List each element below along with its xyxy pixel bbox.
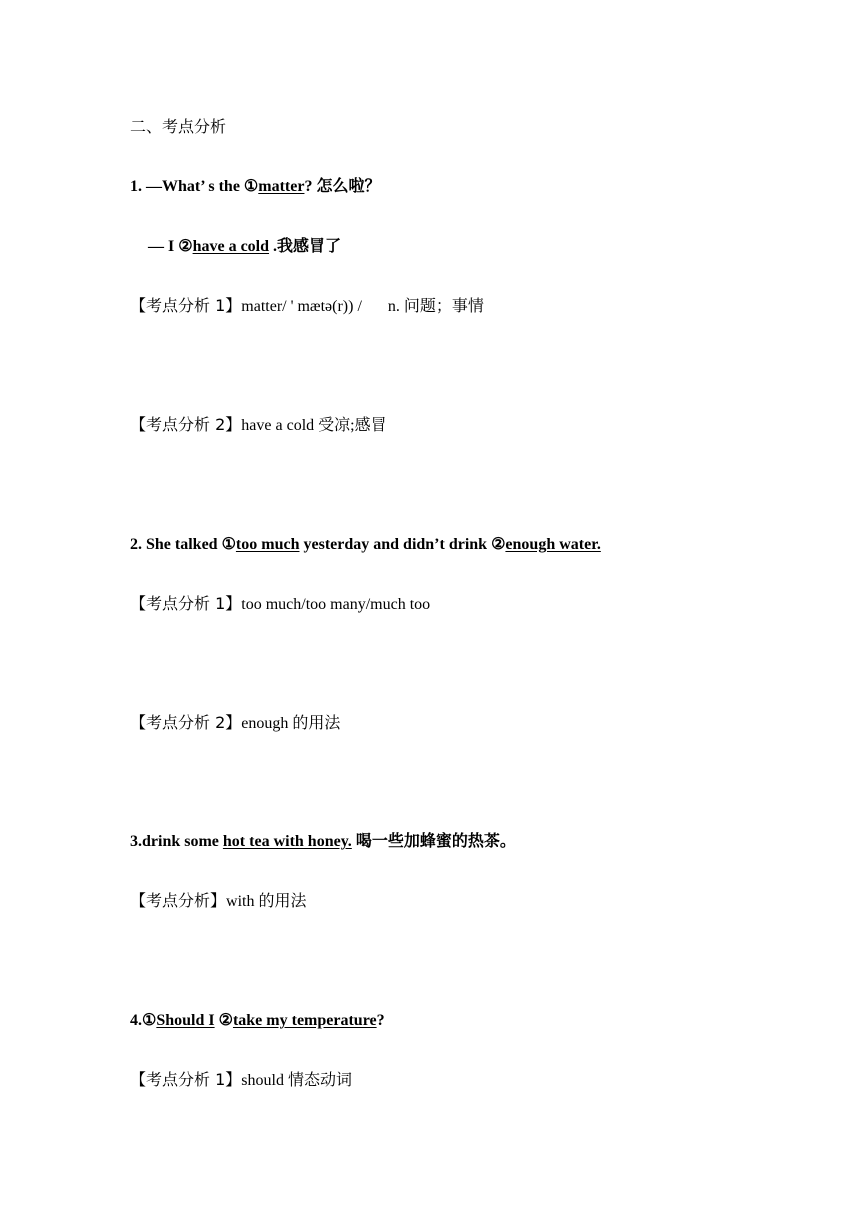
item1-note2-tag: 【考点分析 2】 [130, 415, 242, 434]
item1-answer [148, 237, 341, 257]
item4-note1-tag: 【考点分析 1】 [130, 1070, 242, 1089]
item1-question-prefix: 1. —What’ s the ① [130, 178, 259, 195]
item1-note1-tag: 【考点分析 1】 [130, 296, 242, 315]
item2-key1: too much [235, 536, 300, 553]
item1-note1-text: matter/ ' mætə(r)) / [241, 298, 362, 315]
item3-key: hot tea with honey. [222, 833, 352, 850]
item2-note1-tag: 【考点分析 1】 [130, 594, 242, 613]
page-heading: 二、考点分析 [130, 117, 227, 136]
item2-middle: yesterday and didn’t drink ② [299, 536, 506, 553]
item2-note1-text: too much/too many/much too [241, 596, 431, 613]
item2-note2 [130, 713, 340, 734]
item2-sentence [130, 535, 601, 555]
item1-note1 [130, 296, 484, 317]
item4-sentence [130, 1011, 385, 1031]
item1-question [130, 177, 380, 197]
item3-sentence [130, 832, 516, 852]
item1-note1-pos: n. 问题；事情 [387, 298, 484, 315]
item3-note-text: with 的用法 [226, 893, 307, 910]
item4-note1 [130, 1070, 352, 1091]
item1-answer-suffix: .我感冒了 [269, 238, 342, 255]
item3-suffix: 喝一些加蜂蜜的热茶。 [351, 833, 516, 850]
item2-key2: enough water. [505, 536, 601, 553]
item1-note2-text: have a cold 受凉;感冒 [241, 417, 387, 434]
item1-answer-prefix: — I ② [148, 238, 193, 255]
item4-suffix: ? [376, 1012, 385, 1029]
item1-question-suffix: ? 怎么啦？ [304, 178, 381, 195]
item2-note2-tag: 【考点分析 2】 [130, 713, 242, 732]
item2-note1 [130, 594, 430, 615]
item4-key2: take my temperature [232, 1012, 377, 1029]
item3-note [130, 891, 306, 912]
item4-key1: Should I [156, 1012, 215, 1029]
item4-middle: ② [214, 1012, 233, 1029]
item4-note1-text: should 情态动词 [241, 1072, 352, 1089]
item1-answer-key: have a cold [192, 238, 270, 255]
item2-prefix: 2. She talked ① [130, 536, 236, 553]
item2-note2-text: enough 的用法 [241, 715, 341, 732]
item3-prefix: 3.drink some [130, 833, 223, 850]
item3-note-tag: 【考点分析】 [130, 891, 227, 910]
item1-question-key: matter [258, 178, 305, 195]
item4-prefix: 4.① [130, 1012, 157, 1029]
item1-note2 [130, 415, 387, 436]
